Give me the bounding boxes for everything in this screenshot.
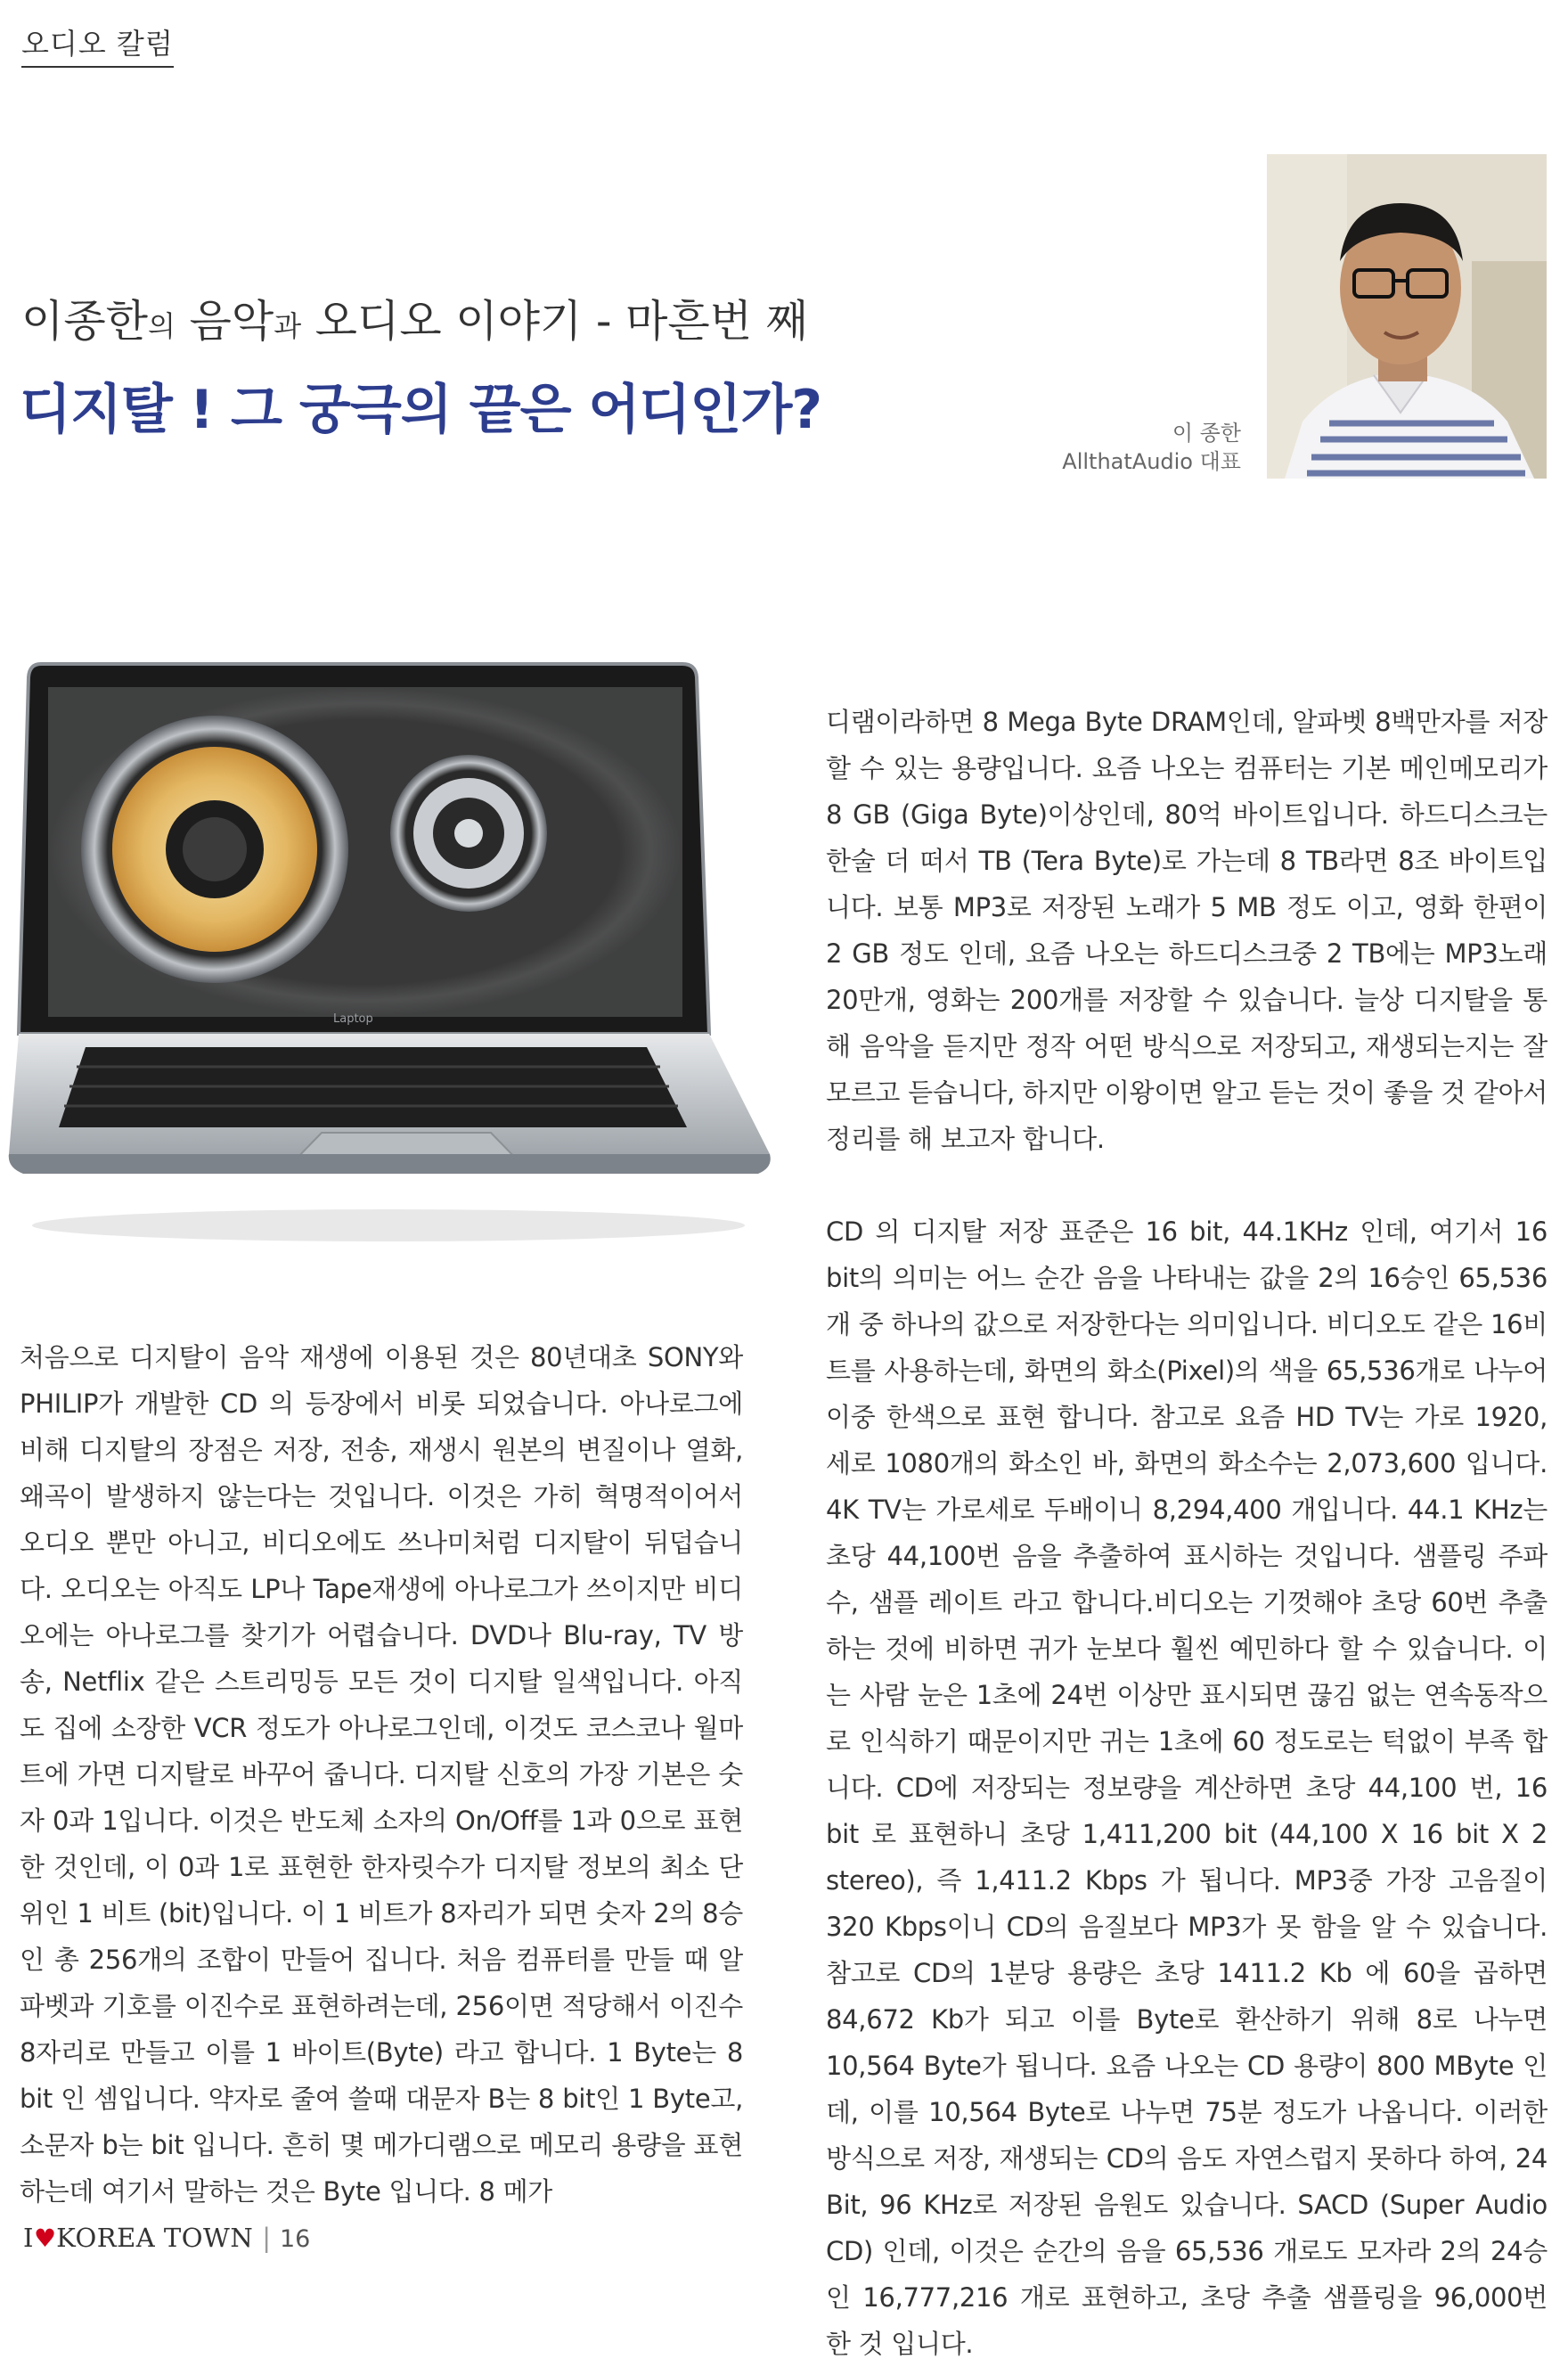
author-title: AllthatAudio 대표 [1062,449,1241,474]
laptop-speaker-image [5,655,772,1252]
article-subtitle [21,287,808,349]
author-name: 이 종한 [1172,421,1241,446]
footer-brand-name: KOREA TOWN [56,2223,254,2253]
paragraph: 디램이라하면 8 Mega Byte DRAM인데, 알파벳 8백만자를 저장할 수 있는 용량입니다. 요즘 나오는 컴퓨터는 기본 메인메모리가 8 GB (Giga Byte)이상인데, 80억 바이트입니다. 하드디스크는 한술 더 떠서 TB (Tera Byte)로 가는데 8 TB라면 8조 바이트입니다. 보통 MP3로 저장된 노래가 5 MB 정도 이고, 영화 한편이 2 GB 정도 인데, 요즘 나오는 하드디스크중 2 TB에는 MP3노래 20만개, 영화는 200개를 저장할 수 있습니다. 늘상 디지탈을 통해 음악을 듣지만 정작 어떤 방식으로 저장되고, 재생되는지는 잘 모르고 듣습니다, 하지만 이왕이면 알고 듣는 것이 좋을 것 같아서 정리를 해 보고자 합니다. [826,707,1548,1154]
page-footer [23,2223,310,2253]
footer-brand-i: I [23,2223,34,2253]
subtitle-rest: 오디오 이야기 - 마흔번 째 [301,296,809,347]
subtitle-name: 이종한 [21,296,149,347]
author-portrait [1267,154,1547,479]
subtitle-particle: 과 [274,309,302,343]
paragraph: CD 의 디지탈 저장 표준은 16 bit, 44.1KHz 인데, 여기서 16 bit의 의미는 어느 순간 음을 나타내는 값을 2의 16승인 65,536개 중 하나의 값으로 저장한다는 의미입니다. 비디오도 같은 16비트를 사용하는데, 화면의 화소(Pixel)의 색을 65,536개로 나누어 이중 한색으로 표현 합니다. 참고로 요즘 HD TV는 가로 1920, 세로 1080개의 화소인 바, 화면의 화소수는 2,073,600 입니다. 4K TV는 가로세로 두배이니 8,294,400 개입니다. 44.1 KHz는 초당 44,100번 음을 추출하여 표시하는 것입니다. 샘플링 주파수, 샘플 레이트 라고 합니다.비디오는 기껏해야 초당 60번 추출하는 것에 비하면 귀가 눈보다 훨씬 예민하다 할 수 있습니다. 이는 사람 눈은 1초에 24번 이상만 표시되면 끊김 없는 연속동작으로 인식하기 때문이지만 귀는 1초에 60 정도로는 턱없이 부족 합니다. CD에 저장되는 정보량을 계산하면 초당 44,100 번, 16 bit 로 표현하니 초당 1,411,200 bit (44,100 X 16 bit X 2 stereo), 즉 1,411.2 Kbps 가 됩니다. MP3중 가장 고음질이 320 Kbps이니 CD의 음질보다 MP3가 못 함을 알 수 있습니다. 참고로 CD의 1분당 용량은 초당 1411.2 Kb 에 60을 곱하면 84,672 Kb가 되고 이를 Byte로 환산하기 위해 8로 나누면 10,564 Byte가 됩니다. 요즘 나오는 CD 용량이 800 MByte 인데, 이를 10,564 Byte로 나누면 75분 정도가 나옵니다. 이러한 방식으로 저장, 재생되는 CD의 음도 자연스럽지 못하다 하여, 24 Bit, 96 KHz로 저장된 음원도 있습니다. SACD (Super Audio CD) 인데, 이것은 순간의 음을 65,536 개로도 모자라 2의 24승인 16,777,216 개로 표현하고, 초당 추출 샘플링을 96,000번 한 것 입니다. [826,1216,1548,2359]
footer-separator: | [262,2223,271,2253]
page-number: 16 [280,2225,311,2253]
body-column-left [20,1334,743,2215]
portrait-illustration [1267,154,1547,479]
author-byline [1062,419,1241,476]
section-label: 오디오 칼럼 [21,21,174,68]
heart-icon: ♥ [33,2224,57,2253]
laptop-brand-label: Laptop [333,1012,373,1026]
paragraph: 처음으로 디지탈이 음악 재생에 이용된 것은 80년대초 SONY와 PHILIP가 개발한 CD 의 등장에서 비롯 되었습니다. 아나로그에 비해 디지탈의 장점은 저장, 전송, 재생시 원본의 변질이나 열화, 왜곡이 발생하지 않는다는 것입니다. 이것은 가히 혁명적이어서 오디오 뿐만 아니고, 비디오에도 쓰나미처럼 디지탈이 뒤덥습니다. 오디오는 아직도 LP나 Tape재생에 아나로그가 쓰이지만 비디오에는 아나로그를 찾기가 어렵습니다. DVD나 Blu-ray, TV 방송, Netflix 같은 스트리밍등 모든 것이 디지탈 일색입니다. 아직도 집에 소장한 VCR 정도가 아나로그인데, 이것도 코스코나 월마트에 가면 디지탈로 바꾸어 줍니다. 디지탈 신호의 가장 기본은 숫자 0과 1입니다. 이것은 반도체 소자의 On/Off를 1과 0으로 표현 한 것인데, 이 0과 1로 표현한 한자릿수가 디지탈 정보의 최소 단위인 1 비트 (bit)입니다. 이 1 비트가 8자리가 되면 숫자 2의 8승인 총 256개의 조합이 만들어 집니다. 처음 컴퓨터를 만들 때 알파벳과 기호를 이진수로 표현하려는데, 256이면 적당해서 이진수 8자리로 만들고 이를 1 바이트(Byte) 라고 합니다. 1 Byte는 8 bit 인 셈입니다. 약자로 줄여 쓸때 대문자 B는 8 bit인 1 Byte고, 소문자 b는 bit 입니다. 흔히 몇 메가디램으로 메모리 용량을 표현하는데 여기서 말하는 것은 Byte 입니다. 8 메가 [20,1342,743,2207]
subtitle-particle: 의 [148,309,176,343]
laptop-illustration [5,655,772,1252]
subtitle-music: 음악 [175,296,274,347]
paragraph-gap [826,1162,1548,1208]
body-column-right [826,699,1548,2367]
article-headline: 디지탈 ! 그 궁극의 끝은 어디인가? [20,379,822,441]
